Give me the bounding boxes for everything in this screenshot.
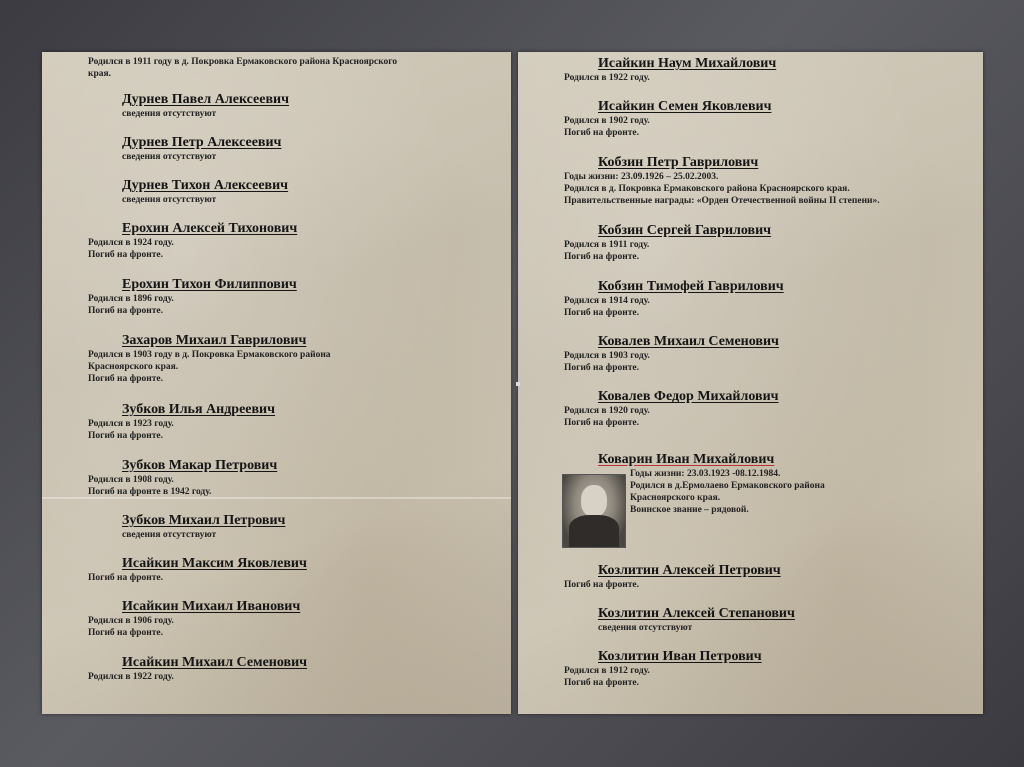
person-detail: Погиб на фронте. bbox=[564, 128, 639, 138]
person-name: Зубков Илья Андреевич bbox=[122, 402, 276, 417]
person-detail: Красноярского края. bbox=[88, 362, 179, 372]
person-name: Коварин Иван Михайлович bbox=[598, 452, 775, 467]
person-detail: Родился в 1896 году. bbox=[88, 294, 174, 304]
person-detail: Погиб на фронте. bbox=[88, 431, 163, 441]
person-entry bbox=[42, 92, 511, 120]
person-name: Дурнев Тихон Алексеевич bbox=[122, 178, 289, 193]
person-name: Кобзин Сергей Гаврилович bbox=[598, 223, 772, 238]
person-entry bbox=[518, 279, 983, 319]
person-detail: Погиб на фронте. bbox=[564, 580, 639, 590]
person-detail: Родился в 1922 году. bbox=[564, 73, 650, 83]
person-entry bbox=[518, 563, 983, 591]
person-name: Ерохин Алексей Тихонович bbox=[122, 221, 298, 236]
person-detail: Родился в 1902 году. bbox=[564, 116, 650, 126]
person-name: Исайкин Наум Михайлович bbox=[598, 56, 777, 71]
person-detail: Родился в 1912 году. bbox=[564, 666, 650, 676]
person-detail: Родился в 1903 году в д. Покровка Ермаковского района bbox=[88, 350, 331, 360]
person-detail: Правительственные награды: «Орден Отечественной войны II степени». bbox=[564, 196, 880, 206]
person-detail: Родился в 1924 году. bbox=[88, 238, 174, 248]
person-detail: Родился в 1914 году. bbox=[564, 296, 650, 306]
person-name: Дурнев Павел Алексеевич bbox=[122, 92, 290, 107]
person-detail: Погиб на фронте. bbox=[88, 573, 163, 583]
person-detail: Годы жизни: 23.09.1926 – 25.02.2003. bbox=[564, 172, 719, 182]
person-name: Зубков Михаил Петрович bbox=[122, 513, 286, 528]
portrait-photo bbox=[562, 474, 626, 548]
person-detail: Родился в д. Покровка Ермаковского района Красноярского края. bbox=[564, 184, 850, 194]
person-name: Дурнев Петр Алексеевич bbox=[122, 135, 282, 150]
person-entry bbox=[42, 458, 511, 498]
person-detail: Погиб на фронте в 1942 году. bbox=[88, 487, 212, 497]
person-detail: сведения отсутствуют bbox=[122, 109, 217, 119]
person-detail: Погиб на фронте. bbox=[88, 374, 163, 384]
person-detail: Погиб на фронте. bbox=[88, 306, 163, 316]
person-detail: Родился в 1922 году. bbox=[88, 672, 174, 682]
person-entry bbox=[42, 655, 511, 683]
person-entry bbox=[518, 155, 983, 207]
person-name: Зубков Макар Петрович bbox=[122, 458, 278, 473]
person-detail: Родился в 1906 году. bbox=[88, 616, 174, 626]
person-name: Исайкин Семен Яковлевич bbox=[598, 99, 772, 114]
person-entry bbox=[518, 649, 983, 689]
person-detail: Погиб на фронте. bbox=[88, 628, 163, 638]
intro-line: края. bbox=[88, 69, 112, 79]
portrait-head bbox=[581, 485, 607, 517]
person-entry bbox=[42, 599, 511, 639]
person-entry bbox=[518, 223, 983, 263]
person-name: Козлитин Иван Петрович bbox=[598, 649, 762, 664]
person-entry bbox=[42, 513, 511, 541]
person-entry bbox=[518, 389, 983, 429]
intro-line: Родился в 1911 году в д. Покровка Ермаковского района Красноярского bbox=[88, 57, 398, 67]
person-detail: Погиб на фронте. bbox=[564, 363, 639, 373]
person-entry bbox=[42, 135, 511, 163]
document-page-left bbox=[42, 52, 511, 714]
person-detail: Родился в 1908 году. bbox=[88, 475, 174, 485]
person-name: Исайкин Михаил Иванович bbox=[122, 599, 301, 614]
person-entry bbox=[518, 99, 983, 139]
person-detail: Погиб на фронте. bbox=[564, 418, 639, 428]
person-detail: Погиб на фронте. bbox=[564, 308, 639, 318]
person-detail: Погиб на фронте. bbox=[564, 678, 639, 688]
person-detail: Годы жизни: 23.03.1923 -08.12.1984. bbox=[630, 469, 781, 479]
document-page-right bbox=[518, 52, 983, 714]
person-detail: Родился в 1903 году. bbox=[564, 351, 650, 361]
person-detail: Родился в д.Ермолаево Ермаковского района bbox=[630, 481, 825, 491]
person-entry bbox=[42, 277, 511, 317]
person-detail: Родился в 1911 году. bbox=[564, 240, 650, 250]
person-name: Исайкин Максим Яковлевич bbox=[122, 556, 307, 571]
person-detail: Родился в 1923 году. bbox=[88, 419, 174, 429]
portrait-body bbox=[569, 515, 619, 547]
person-detail: Воинское звание – рядовой. bbox=[630, 505, 749, 515]
intro-text bbox=[88, 56, 511, 80]
person-name: Ковалев Федор Михайлович bbox=[598, 389, 779, 404]
person-name: Козлитин Алексей Степанович bbox=[598, 606, 795, 621]
person-name: Ковалев Михаил Семенович bbox=[598, 334, 779, 349]
person-entry bbox=[518, 334, 983, 374]
person-detail: сведения отсутствуют bbox=[122, 152, 217, 162]
person-entry bbox=[42, 333, 511, 385]
person-name: Ерохин Тихон Филиппович bbox=[122, 277, 297, 292]
person-entry bbox=[42, 221, 511, 261]
person-detail: сведения отсутствуют bbox=[122, 195, 217, 205]
person-entry bbox=[42, 402, 511, 442]
person-name: Кобзин Тимофей Гаврилович bbox=[598, 279, 784, 294]
person-detail: Красноярского края. bbox=[630, 493, 721, 503]
person-name: Кобзин Петр Гаврилович bbox=[598, 155, 759, 170]
person-detail: сведения отсутствуют bbox=[598, 623, 693, 633]
person-name: Исайкин Михаил Семенович bbox=[122, 655, 308, 670]
person-detail: сведения отсутствуют bbox=[122, 530, 217, 540]
person-entry bbox=[42, 556, 511, 584]
page-marker bbox=[516, 382, 520, 386]
person-name: Козлитин Алексей Петрович bbox=[598, 563, 781, 578]
person-detail: Родился в 1920 году. bbox=[564, 406, 650, 416]
person-entry bbox=[42, 178, 511, 206]
person-entry bbox=[518, 56, 983, 84]
person-name: Захаров Михаил Гаврилович bbox=[122, 333, 307, 348]
person-entry bbox=[518, 606, 983, 634]
person-detail: Погиб на фронте. bbox=[564, 252, 639, 262]
person-detail: Погиб на фронте. bbox=[88, 250, 163, 260]
